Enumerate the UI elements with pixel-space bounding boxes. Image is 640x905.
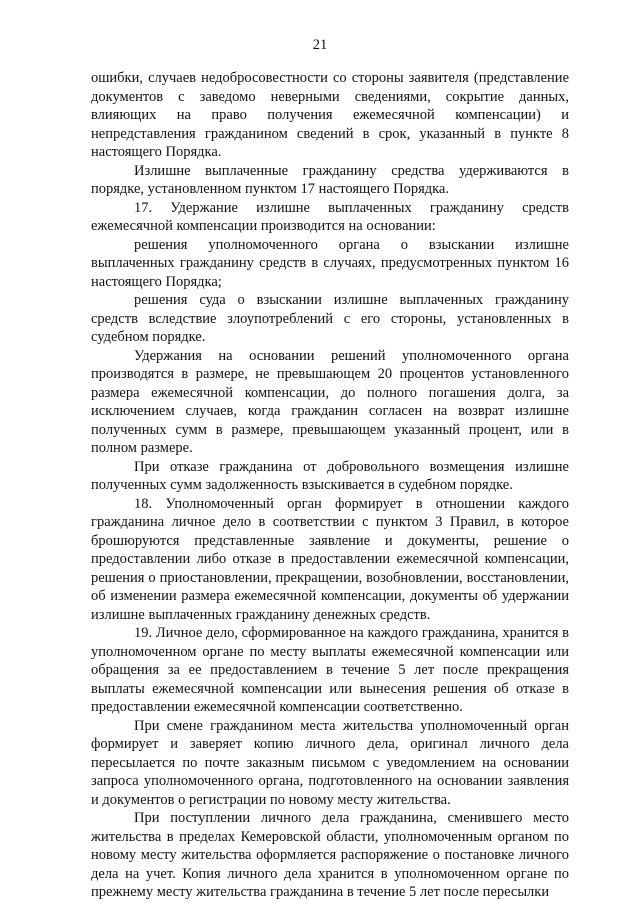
document-body xyxy=(91,69,569,902)
page-number: 21 xyxy=(312,37,328,53)
paragraph-1: ошибки, случаев недобросовестности со стороны заявителя (представление документов с заведомо неверными сведениями, сокрытие данных, влияющих на право получения ежемесячной компенсации) и непредставления гражданином сведений в срок, указанный в пункте 8 настоящего Порядка. xyxy=(91,70,569,160)
paragraph-2: Излишне выплаченные гражданину средства удерживаются в порядке, установленном пунктом 17 настоящего Порядка. xyxy=(91,162,569,197)
paragraph-9: 19. Личное дело, сформированное на каждого гражданина, хранится в уполномоченном органе по месту выплаты ежемесячной компенсации или обращения за ее предоставлением в течение 5 лет после прекращения выплаты ежемесячной компенсации или вынесения решения об отказе в предоставлении ежемесячной компенсации соответственно. xyxy=(91,625,569,715)
paragraph-6: Удержания на основании решений уполномоченного органа производятся в размере, не превышающем 20 процентов установленного размера ежемесячной компенсации, до полного погашения долга, за исключением случаев, когда гражданин согласен на возврат излишне полученных сумм в размере, превышающем указанный процент, или в полном размере. xyxy=(91,347,569,456)
paragraph-5: решения суда о взыскании излишне выплаченных гражданину средств вследствие злоупотреблений с его стороны, установленных в судебном порядке. xyxy=(91,292,569,345)
paragraph-7: При отказе гражданина от добровольного возмещения излишне полученных сумм задолженность взыскивается в судебном порядке. xyxy=(91,458,569,493)
paragraph-10: При смене гражданином места жительства уполномоченный орган формирует и заверяет копию личного дела, оригинал личного дела пересылается по почте заказным письмом с уведомлением на основании запроса уполномоченного органа, подготовленного на основании заявления и документов о регистрации по новому месту жительства. xyxy=(91,717,569,808)
paragraph-11: При поступлении личного дела гражданина, сменившего место жительства в пределах Кемеровской области, уполномоченным органом по новому месту жительства оформляется распоряжение о постановке личного дела на учет. Копия личного дела хранится в уполномоченном органе по прежнему месту жительства гражданина в течение 5 лет после пересылки xyxy=(91,810,569,900)
paragraph-8: 18. Уполномоченный орган формирует в отношении каждого гражданина личное дело в соответствии с пунктом 3 Правил, в которое брошюруются представленные заявление и документы, решение о предоставлении либо отказе в предоставлении ежемесячной компенсации, решения о приостановлении, прекращении, возобновлении, восстановлении, об изменении размера ежемесячной компенсации, документы об удержании излишне выплаченных гражданину денежных средств. xyxy=(91,495,569,623)
paragraph-3: 17. Удержание излишне выплаченных гражданину средств ежемесячной компенсации производится на основании: xyxy=(91,199,569,234)
paragraph-4: решения уполномоченного органа о взыскании излишне выплаченных гражданину средств в случаях, предусмотренных пунктом 16 настоящего Порядка; xyxy=(91,236,569,290)
